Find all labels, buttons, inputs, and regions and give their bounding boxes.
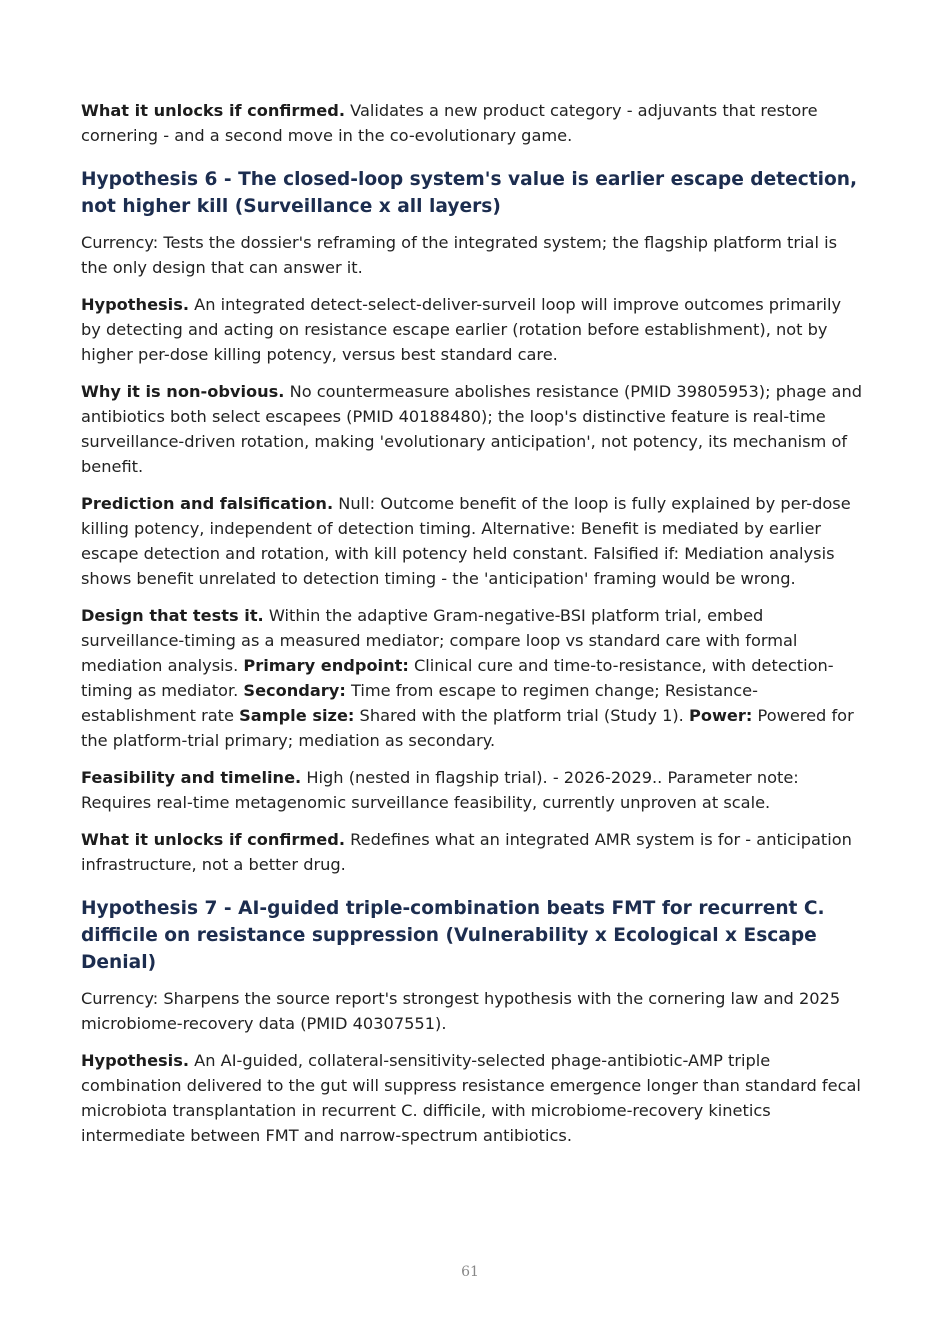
h6-currency: Currency: Tests the dossier's reframing of the integrated system; the flagship platform trial is the only design that can answer it.	[81, 233, 838, 277]
h6-nonobvious-text: No countermeasure abolishes resistance (PMID 39805953); phage and antibiotics both select escapees (PMID 40188480); the loop's distinctive feature is real-time surveillance-driven rotation, making 'evolutionary anticipation', not potency, its mechanism of benefit.	[81, 382, 862, 476]
h6-power-label: Power:	[688, 706, 753, 725]
h7-hypothesis-paragraph	[81, 1048, 863, 1148]
h6-prediction-text: Null: Outcome benefit of the loop is fully explained by per-dose killing potency, independent of detection timing. Alternative: Benefit is mediated by earlier escape detection and rotation, with kill potency held constant. Falsified if: Mediation analysis shows benefit unrelated to detection timing - the 'anticipation' framing would be wrong.	[81, 494, 851, 588]
h6-design-text: Within the adaptive Gram-negative-BSI platform trial, embed surveillance-timing as a measured mediator; compare loop vs standard care with formal mediation analysis.	[81, 606, 798, 675]
h6-feasibility-paragraph	[81, 765, 863, 815]
h6-design-label: Design that tests it.	[81, 606, 264, 625]
h6-secondary-label: Secondary:	[243, 681, 346, 700]
h6-prediction-label: Prediction and falsification.	[81, 494, 334, 513]
h6-primary-label: Primary endpoint:	[243, 656, 409, 675]
h6-sample-label: Sample size:	[239, 706, 355, 725]
h6-unlocks-text: Redefines what an integrated AMR system is for - anticipation infrastructure, not a better drug.	[81, 830, 852, 874]
document-page	[81, 98, 863, 1160]
h6-sample-text: Shared with the platform trial (Study 1).	[354, 706, 689, 725]
h6-feasibility-text: High (nested in flagship trial). - 2026-2029.. Parameter note: Requires real-time metagenomic surveillance feasibility, currently unproven at scale.	[81, 768, 799, 812]
h7-currency: Currency: Sharpens the source report's strongest hypothesis with the cornering law and 2025 microbiome-recovery data (PMID 40307551).	[81, 989, 841, 1033]
h6-power-text: Powered for the platform-trial primary; mediation as secondary.	[81, 706, 854, 750]
h6-unlocks-label: What it unlocks if confirmed.	[81, 830, 345, 849]
hypothesis-7-heading: Hypothesis 7 - AI-guided triple-combination beats FMT for recurrent C. difficile on resistance suppression (Vulnerability x Ecological x Escape Denial)	[81, 898, 825, 973]
h6-design-paragraph	[81, 603, 863, 753]
h6-feasibility-label: Feasibility and timeline.	[81, 768, 302, 787]
h6-nonobvious-label: Why it is non-obvious.	[81, 382, 285, 401]
h7-hypothesis-label: Hypothesis.	[81, 1051, 190, 1070]
h6-hypothesis-paragraph	[81, 292, 863, 367]
intro-unlocks-paragraph	[81, 98, 863, 148]
intro-unlocks-text: Validates a new product category - adjuvants that restore cornering - and a second move in the co-evolutionary game.	[81, 101, 818, 145]
h6-hypothesis-text: An integrated detect-select-deliver-surveil loop will improve outcomes primarily by detecting and acting on resistance escape earlier (rotation before establishment), not by higher per-dose killing potency, versus best standard care.	[81, 295, 842, 364]
h6-hypothesis-label: Hypothesis.	[81, 295, 190, 314]
h6-nonobvious-paragraph	[81, 379, 863, 479]
h6-unlocks-paragraph	[81, 827, 863, 877]
h6-primary-text: Clinical cure and time-to-resistance, with detection-timing as mediator.	[81, 656, 834, 700]
page-number: 61	[461, 1264, 479, 1280]
intro-unlocks-label: What it unlocks if confirmed.	[81, 101, 345, 120]
hypothesis-6-heading: Hypothesis 6 - The closed-loop system's value is earlier escape detection, not higher kill (Surveillance x all layers)	[81, 169, 858, 217]
h6-prediction-paragraph	[81, 491, 863, 591]
h7-hypothesis-text: An AI-guided, collateral-sensitivity-selected phage-antibiotic-AMP triple combination delivered to the gut will suppress resistance emergence longer than standard fecal microbiota transplantation in recurrent C. difficile, with microbiome-recovery kinetics intermediate between FMT and narrow-spectrum antibiotics.	[81, 1051, 861, 1145]
h6-secondary-text: Time from escape to regimen change; Resistance-establishment rate	[81, 681, 758, 725]
